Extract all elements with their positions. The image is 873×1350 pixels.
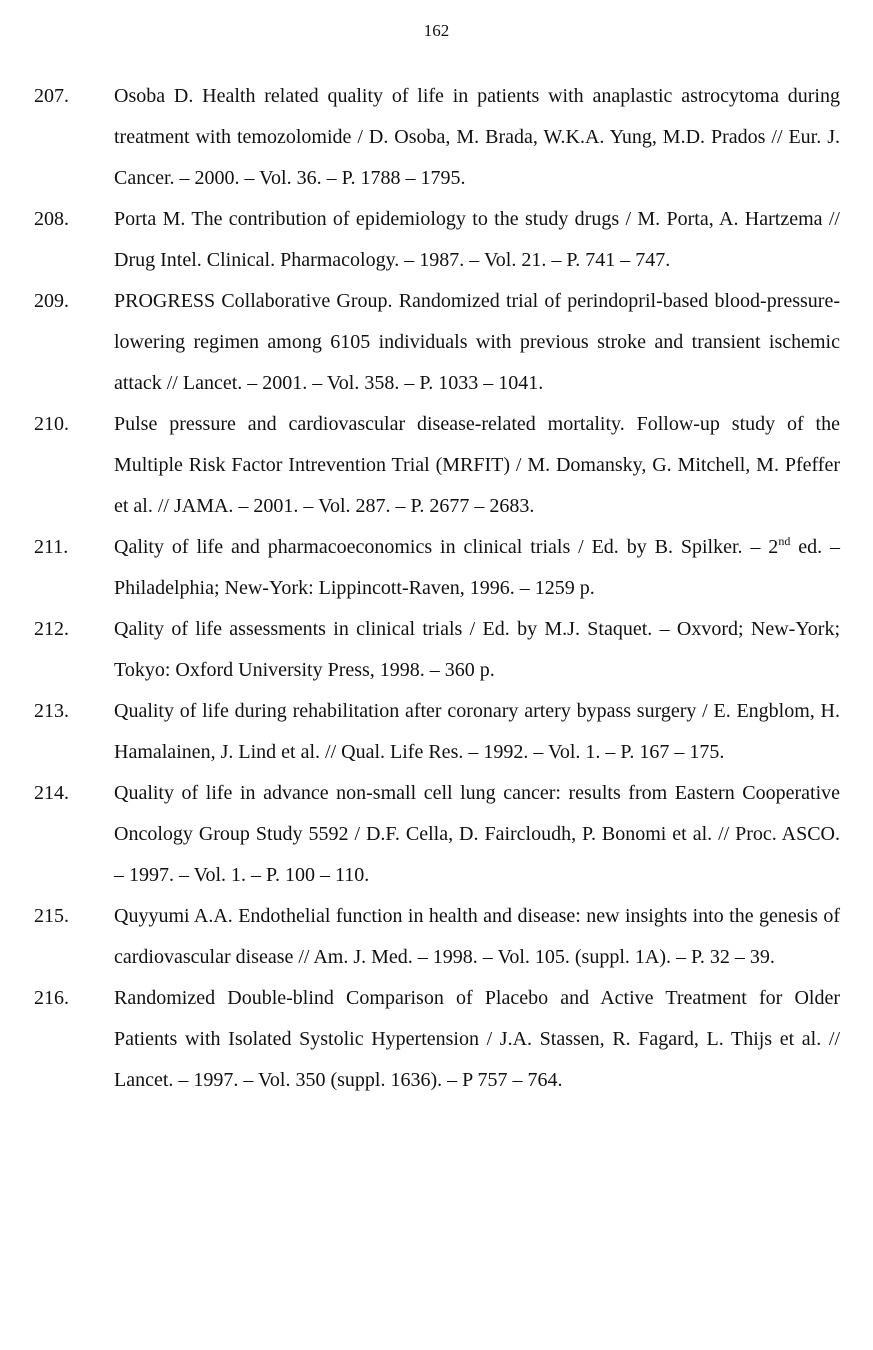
reference-item: [34, 199, 840, 281]
reference-number: 212.: [34, 618, 69, 640]
reference-text-part: ed. – Philadelphia; New-York: Lippincott-Raven, 1996. – 1259 p.: [114, 536, 840, 599]
reference-text: PROGRESS Collaborative Group. Randomized trial of perindopril-based blood-pressure-lowering regimen among 6105 individuals with previous stroke and transient ischemic attack // Lancet. – 2001. – Vol. 358. – P. 1033 – 1041.: [114, 290, 840, 394]
reference-item: [34, 896, 840, 978]
reference-text-part: Qality of life and pharmacoeconomics in clinical trials / Ed. by B. Spilker. – 2: [114, 536, 779, 558]
reference-number: 214.: [34, 782, 69, 804]
ordinal-superscript: nd: [778, 534, 791, 548]
reference-number: 209.: [34, 290, 69, 312]
reference-text: Quality of life in advance non-small cell lung cancer: results from Eastern Cooperative Oncology Group Study 5592 / D.F. Cella, D. Faircloudh, P. Bonomi et al. // Proc. ASCO. – 1997. – Vol. 1. – P. 100 – 110.: [114, 782, 840, 886]
reference-number: 216.: [34, 987, 69, 1009]
reference-text: Osoba D. Health related quality of life in patients with anaplastic astrocytoma during treatment with temozolomide / D. Osoba, M. Brada, W.K.A. Yung, M.D. Prados // Eur. J. Cancer. – 2000. – Vol. 36. – P. 1788 – 1795.: [114, 85, 840, 189]
reference-item: [34, 76, 840, 199]
reference-item: [34, 773, 840, 896]
reference-item: [34, 609, 840, 691]
reference-text: Porta M. The contribution of epidemiology to the study drugs / M. Porta, A. Hartzema // Drug Intel. Clinical. Pharmacology. – 1987. – Vol. 21. – P. 741 – 747.: [114, 208, 840, 271]
reference-text: Qality of life assessments in clinical trials / Ed. by M.J. Staquet. – Oxvord; New-York; Tokyo: Oxford University Press, 1998. – 360 p.: [114, 618, 840, 681]
reference-item: [34, 281, 840, 404]
reference-number: 211.: [34, 536, 69, 558]
reference-item: [34, 978, 840, 1101]
reference-text: Randomized Double-blind Comparison of Placebo and Active Treatment for Older Patients with Isolated Systolic Hypertension / J.A. Stassen, R. Fagard, L. Thijs et al. // Lancet. – 1997. – Vol. 350 (suppl. 1636). – P 757 – 764.: [114, 987, 840, 1091]
reference-text: Quality of life during rehabilitation after coronary artery bypass surgery / E. Engblom, H. Hamalainen, J. Lind et al. // Qual. Life Res. – 1992. – Vol. 1. – P. 167 – 175.: [114, 700, 840, 763]
reference-number: 210.: [34, 413, 69, 435]
reference-list: [34, 76, 840, 1101]
reference-text: Quyyumi A.A. Endothelial function in health and disease: new insights into the genesis of cardiovascular disease // Am. J. Med. – 1998. – Vol. 105. (suppl. 1A). – P. 32 – 39.: [114, 905, 840, 968]
reference-number: 207.: [34, 85, 69, 107]
reference-item: [34, 527, 840, 609]
reference-item: [34, 691, 840, 773]
reference-item: [34, 404, 840, 527]
reference-number: 215.: [34, 905, 69, 927]
reference-text: [114, 527, 840, 609]
page-number: 162: [423, 21, 450, 40]
reference-number: 213.: [34, 700, 69, 722]
reference-number: 208.: [34, 208, 69, 230]
reference-text: Pulse pressure and cardiovascular disease-related mortality. Follow-up study of the Multiple Risk Factor Intrevention Trial (MRFIT) / M. Domansky, G. Mitchell, M. Pfeffer et al. // JAMA. – 2001. – Vol. 287. – P. 2677 – 2683.: [114, 413, 840, 517]
